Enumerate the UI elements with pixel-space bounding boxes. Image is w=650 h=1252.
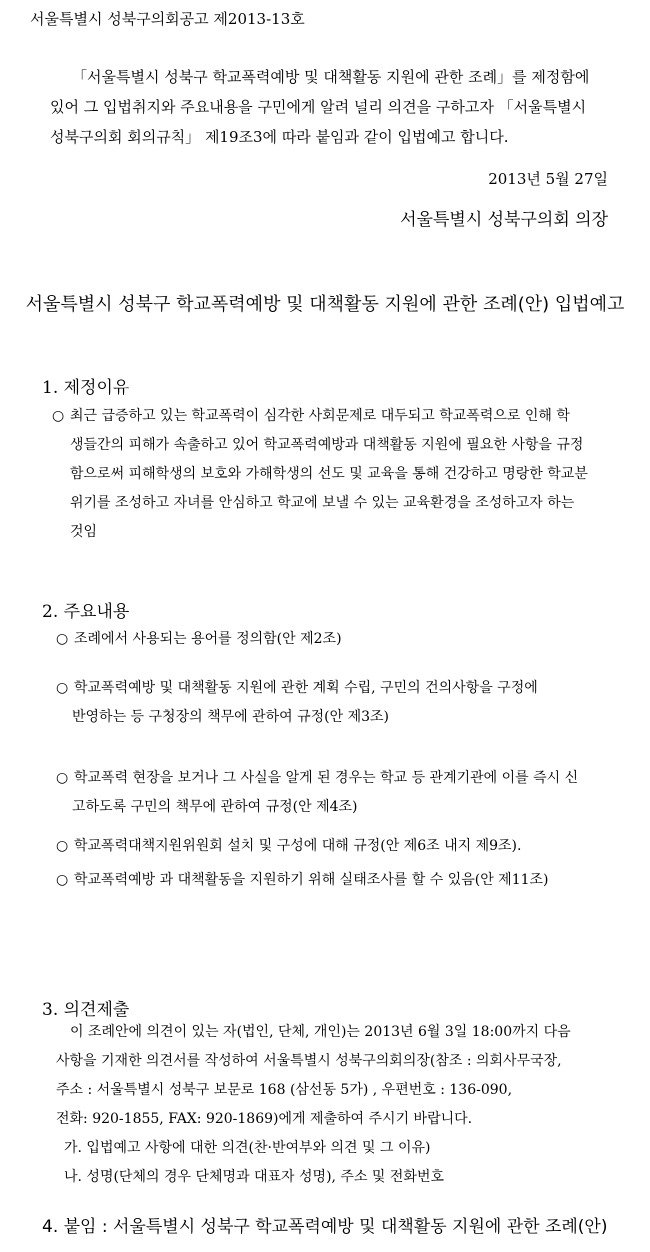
body-line: 주소 : 서울특별시 성북구 보문로 168 (삼선동 5가) , 우편번호 : 136-090, (56, 1082, 513, 1098)
item-text: 학교폭력대책지원위원회 설치 및 구성에 대해 규정(안 제6조 내지 제9조). (74, 838, 522, 854)
bullet: ○ (56, 770, 69, 786)
intro-paragraph (50, 62, 610, 152)
body-line: 위기를 조성하고 자녀를 안심하고 학교에 보낼 수 있는 교육환경을 조성하고자 하는 (70, 495, 575, 511)
body-line: 함으로써 피해학생의 보호와 가해학생의 선도 및 교육을 통해 건강하고 명랑한 학교분 (70, 466, 588, 482)
bullet: ○ (56, 838, 69, 854)
notice-number: 서울특별시 성북구의회공고 제2013-13호 (30, 10, 305, 28)
item-text: 조례에서 사용되는 용어를 정의함(안 제2조) (74, 631, 342, 647)
section-1-heading: 1. 제정이유 (42, 378, 130, 398)
item-text: 학교폭력예방 과 대책활동을 지원하기 위해 실태조사를 할 수 있음(안 제11조) (74, 872, 549, 888)
intro-line: 「서울특별시 성북구 학교폭력예방 및 대책활동 지원에 관한 조례」를 제정함에 (72, 68, 590, 86)
sub-item: 가. 입법예고 사항에 대한 의견(찬·반여부와 의견 및 그 이유) (64, 1140, 431, 1156)
item-text: 학교폭력 현장을 보거나 그 사실을 알게 된 경우는 학교 등 관계기관에 이를 즉시 신 (74, 770, 579, 786)
issuer: 서울특별시 성북구의회 의장 (400, 210, 608, 230)
body-line: 전화: 920-1855, FAX: 920-1869)에게 제출하여 주시기 바랍니다. (56, 1111, 473, 1127)
intro-line: 성북구의회 회의규칙」 제19조3에 따라 붙임과 같이 입법예고 합니다. (50, 128, 509, 146)
intro-line: 있어 그 입법취지와 주요내용을 구민에게 알려 널리 의견을 구하고자 「서울특별시 (50, 98, 587, 116)
section-3-body (56, 1018, 626, 1192)
list-item (56, 866, 616, 895)
section-2-heading: 2. 주요내용 (42, 602, 130, 622)
bullet: ○ (52, 408, 65, 424)
list-item (56, 625, 616, 654)
body-line: 것임 (70, 524, 98, 540)
section-1-body (52, 402, 622, 547)
body-line: 최근 급증하고 있는 학교폭력이 심각한 사회문제로 대두되고 학교폭력으로 인해 학 (70, 408, 570, 424)
attachment-line: 4. 붙임 : 서울특별시 성북구 학교폭력예방 및 대책활동 지원에 관한 조례(안) (42, 1217, 608, 1237)
sub-item: 나. 성명(단체의 경우 단체명과 대표자 성명), 주소 및 전화번호 (64, 1169, 445, 1185)
list-item (56, 764, 616, 822)
bullet: ○ (56, 872, 69, 888)
body-line: 사항을 기재한 의견서를 작성하여 서울특별시 성북구의회의장(참조 : 의회사무국장, (56, 1053, 562, 1069)
bullet: ○ (56, 680, 69, 696)
list-item (56, 674, 616, 732)
section-3-heading: 3. 의견제출 (42, 1000, 130, 1020)
item-text: 학교폭력예방 및 대책활동 지원에 관한 계획 수립, 구민의 건의사항을 구정에 (74, 680, 538, 696)
body-line: 이 조례안에 의견이 있는 자(법인, 단체, 개인)는 2013년 6월 3일 18:00까지 다음 (70, 1024, 571, 1040)
item-text: 반영하는 등 구청장의 책무에 관하여 규정(안 제3조) (72, 709, 390, 725)
bullet: ○ (56, 631, 69, 647)
list-item (56, 832, 616, 861)
item-text: 고하도록 구민의 책무에 관하여 규정(안 제4조) (72, 799, 358, 815)
notice-date: 2013년 5월 27일 (488, 170, 608, 188)
document-title: 서울특별시 성북구 학교폭력예방 및 대책활동 지원에 관한 조례(안) 입법예고 (25, 294, 625, 315)
body-line: 생들간의 피해가 속출하고 있어 학교폭력예방과 대책활동 지원에 필요한 사항을 규정 (70, 437, 584, 453)
